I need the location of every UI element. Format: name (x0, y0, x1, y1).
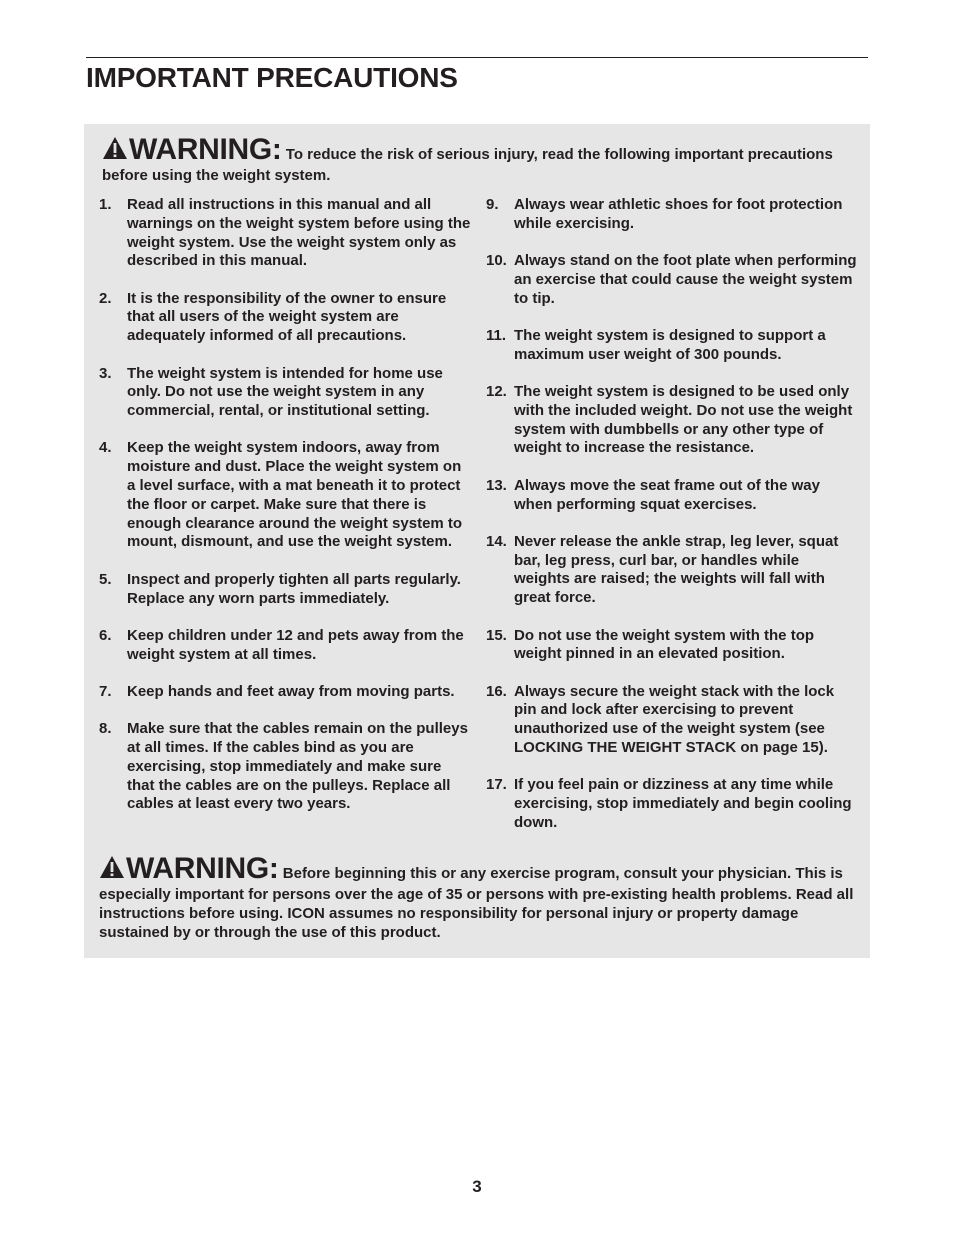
page-title: IMPORTANT PRECAUTIONS (86, 62, 458, 93)
item-number: 6. (99, 626, 112, 644)
warning-text: To reduce the risk of serious injury, read the following important precautions before using the weight system. (102, 146, 833, 184)
item-text: The weight system is designed to be used only with the included weight. Do not use the weight system with dumbbells or any other type of weight to increase the resistance. (514, 383, 853, 457)
list-item (486, 196, 858, 234)
item-text: The weight system is intended for home use only. Do not use the weight system in any commercial, rental, or institutional setting. (127, 364, 443, 420)
item-number: 7. (99, 682, 112, 700)
list-item (486, 533, 858, 608)
precautions-list-right (486, 196, 858, 851)
item-text: Read all instructions in this manual and all warnings on the weight system before using the weight system. Use the weight system only as described in this manual. (127, 196, 471, 270)
item-number: 4. (99, 439, 112, 457)
top-rule (86, 57, 868, 58)
item-text: Keep the weight system indoors, away from moisture and dust. Place the weight system on a level surface, with a mat beneath it to protect the floor or carpet. Make sure that there is enough clearance around the weight system to mount, dismount, and use the weight system. (127, 439, 463, 551)
item-text: Always secure the weight stack with the lock pin and lock after exercising to prevent unauthorized use of the weight system (see LOCKING THE WEIGHT STACK on page 15). (514, 682, 835, 757)
item-number: 8. (99, 720, 112, 738)
item-text: The weight system is designed to support a maximum user weight of 300 pounds. (514, 326, 826, 363)
warning-bottom (99, 853, 859, 942)
list-item (99, 571, 471, 609)
item-number: 1. (99, 196, 112, 213)
item-number: 17. (486, 776, 507, 794)
item-text: It is the responsibility of the owner to ensure that all users of the weight system are adequately informed of all precautions. (127, 289, 447, 345)
list-item (99, 290, 471, 346)
list-item (486, 383, 858, 458)
warning-top (102, 134, 862, 185)
list-item (486, 327, 858, 365)
item-text: Always move the seat frame out of the way when performing squat exercises. (514, 476, 820, 513)
warning-triangle-icon (102, 136, 128, 160)
list-item (486, 776, 858, 832)
item-text: Always wear athletic shoes for foot protection while exercising. (514, 196, 843, 232)
list-item (99, 627, 471, 665)
list-item (486, 627, 858, 665)
item-number: 15. (486, 626, 507, 644)
item-text: Inspect and properly tighten all parts regularly. Replace any worn parts immediately. (127, 570, 461, 607)
item-number: 5. (99, 570, 112, 588)
list-item (486, 683, 858, 758)
item-number: 12. (486, 383, 507, 401)
item-number: 11. (486, 326, 507, 344)
item-number: 14. (486, 532, 507, 550)
item-number: 3. (99, 364, 112, 382)
list-item (99, 439, 471, 552)
item-text: Never release the ankle strap, leg lever, squat bar, leg press, curl bar, or handles while weights are raised; the weights will fall with great force. (514, 532, 839, 607)
warning-text: Before beginning this or any exercise program, consult your physician. This is especially important for persons over the age of 35 or persons with pre-existing health problems. Read all instructions before using. ICON assumes no responsibility for personal injury or property damage sustained by or through the use of this product. (99, 865, 854, 941)
item-text: Always stand on the foot plate when performing an exercise that could cause the weight system to tip. (514, 252, 857, 307)
item-number: 16. (486, 682, 507, 700)
list-item (99, 365, 471, 421)
page-number: 3 (472, 1177, 482, 1196)
list-item (99, 196, 471, 271)
item-text: Do not use the weight system with the top weight pinned in an elevated position. (514, 626, 815, 663)
warning-label: WARNING: (129, 133, 282, 166)
list-item (486, 252, 858, 308)
item-text: Make sure that the cables remain on the pulleys at all times. If the cables bind as you are exercising, stop immediately and make sure that the cables are on the pulleys. Replace all cables at least every two years. (127, 720, 468, 813)
warning-label: WARNING: (126, 852, 279, 885)
item-number: 2. (99, 289, 112, 307)
item-number: 13. (486, 476, 507, 494)
item-text: Keep hands and feet away from moving parts. (127, 682, 455, 700)
list-item (486, 477, 858, 515)
precautions-list-left (99, 196, 471, 833)
list-item (99, 720, 471, 814)
list-item (99, 683, 471, 702)
item-number: 10. (486, 252, 507, 270)
warning-triangle-icon (99, 855, 125, 879)
item-text: Keep children under 12 and pets away from the weight system at all times. (127, 626, 464, 663)
item-number: 9. (486, 196, 499, 213)
item-text: If you feel pain or dizziness at any time while exercising, stop immediately and begin cooling down. (514, 776, 852, 831)
